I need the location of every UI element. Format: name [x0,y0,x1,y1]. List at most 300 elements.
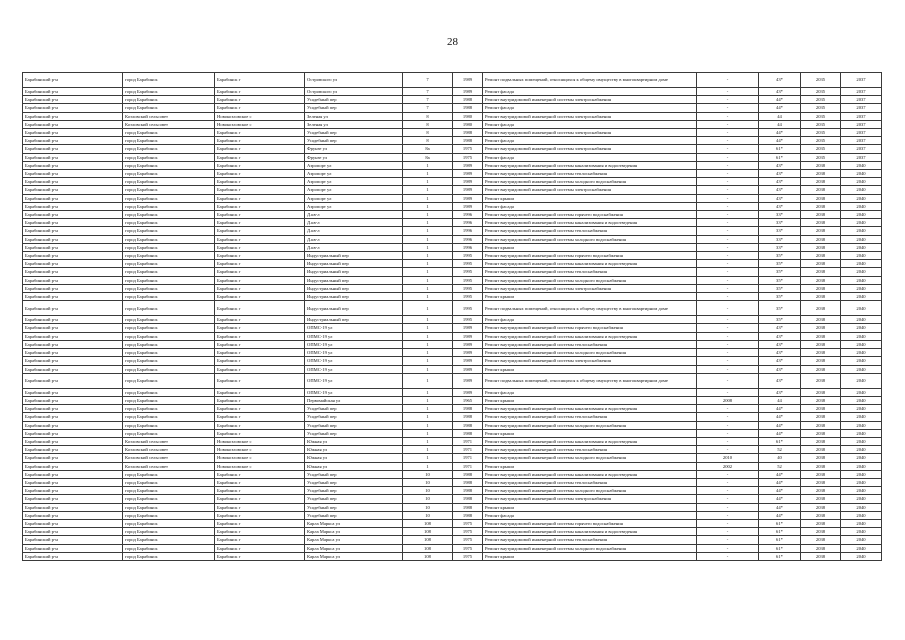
table-row [23,112,882,120]
cell-last-repair-year: - [697,301,759,316]
cell-municipality: город Барабинск [123,137,215,145]
cell-work-type: Ремонт внутридомовой инженерной системы холодного водоснабжения [483,178,697,186]
cell-settlement: Барабинск г [215,373,305,388]
cell-municipality: Козловский сельсовет [123,454,215,462]
cell-last-repair-year: - [697,536,759,544]
cell-end-year: 2037 [841,145,882,153]
cell-last-repair-year: - [697,96,759,104]
table-row [23,73,882,88]
cell-settlement: Барабинск г [215,104,305,112]
cell-wear-percent: 35* [759,276,801,284]
cell-end-year: 2040 [841,544,882,552]
cell-district: Барабинский р-н [23,211,123,219]
cell-build-year: 1996 [453,219,483,227]
cell-build-year: 1971 [453,454,483,462]
cell-municipality: город Барабинск [123,211,215,219]
cell-wear-percent: 40 [759,454,801,462]
cell-last-repair-year: 2010 [697,454,759,462]
cell-house-number: 1 [403,235,453,243]
cell-work-type: Ремонт внутридомовой инженерной системы канализования и водоотведения [483,528,697,536]
cell-end-year: 2040 [841,268,882,276]
cell-wear-percent: 44 [759,112,801,120]
cell-district: Барабинский р-н [23,511,123,519]
cell-street: Усадебный пер [305,96,403,104]
cell-district: Барабинский р-н [23,332,123,340]
table-row [23,235,882,243]
cell-wear-percent: 43* [759,73,801,88]
cell-street: ОПМС-19 ул [305,365,403,373]
cell-work-type: Ремонт внутридомовой инженерной системы холодного водоснабжения [483,487,697,495]
cell-build-year: 1988 [453,137,483,145]
cell-house-number: 1 [403,340,453,348]
cell-end-year: 2037 [841,153,882,161]
cell-end-year: 2040 [841,437,882,445]
cell-wear-percent: 43* [759,194,801,202]
cell-district: Барабинский р-н [23,301,123,316]
cell-street: Д.кв-л [305,235,403,243]
cell-district: Барабинский р-н [23,268,123,276]
cell-street: ОПМС-19 ул [305,388,403,396]
cell-house-number: 7 [403,88,453,96]
cell-street: Индустриальный пер [305,316,403,324]
cell-district: Барабинский р-н [23,519,123,527]
cell-last-repair-year: - [697,340,759,348]
table-row [23,260,882,268]
cell-house-number: 108 [403,519,453,527]
cell-municipality: город Барабинск [123,252,215,260]
cell-last-repair-year: - [697,129,759,137]
cell-municipality: город Барабинск [123,293,215,301]
table-row [23,276,882,284]
cell-settlement: Барабинск г [215,544,305,552]
cell-municipality: город Барабинск [123,324,215,332]
cell-work-type: Ремонт фасада [483,511,697,519]
cell-house-number: 1 [403,396,453,404]
cell-wear-percent: 43* [759,324,801,332]
cell-house-number: 7 [403,73,453,88]
page-number: 28 [447,36,458,48]
cell-end-year: 2040 [841,519,882,527]
cell-build-year: 1995 [453,284,483,292]
cell-build-year: 1971 [453,446,483,454]
cell-start-year: 2038 [801,519,841,527]
cell-last-repair-year: - [697,73,759,88]
cell-end-year: 2040 [841,495,882,503]
cell-last-repair-year: - [697,276,759,284]
cell-municipality: город Барабинск [123,340,215,348]
cell-street: Усадебный пер [305,129,403,137]
cell-settlement: Новокозловское с [215,454,305,462]
cell-house-number: 1 [403,373,453,388]
cell-end-year: 2040 [841,202,882,210]
cell-street: Аэропорт ул [305,161,403,169]
cell-last-repair-year: - [697,219,759,227]
cell-last-repair-year: - [697,528,759,536]
cell-district: Барабинский р-н [23,252,123,260]
cell-street: Усадебный пер [305,511,403,519]
cell-last-repair-year: - [697,145,759,153]
cell-house-number: 1 [403,276,453,284]
cell-street: Д.кв-л [305,219,403,227]
cell-work-type: Ремонт внутридомовой инженерной системы электроснабжения [483,145,697,153]
cell-street: Зеленая ул [305,112,403,120]
cell-build-year: 1988 [453,96,483,104]
cell-start-year: 2038 [801,276,841,284]
cell-build-year: 1989 [453,357,483,365]
cell-build-year: 1989 [453,186,483,194]
cell-end-year: 2040 [841,365,882,373]
cell-work-type: Ремонт внутридомовой инженерной системы канализования и водоотведения [483,332,697,340]
cell-last-repair-year: - [697,495,759,503]
table-row [23,129,882,137]
cell-house-number: 1 [403,349,453,357]
cell-build-year: 1995 [453,301,483,316]
cell-start-year: 2035 [801,88,841,96]
cell-district: Барабинский р-н [23,316,123,324]
table-row [23,202,882,210]
cell-street: Первомайская ул [305,396,403,404]
cell-house-number: 10 [403,487,453,495]
cell-end-year: 2040 [841,178,882,186]
cell-build-year: 1989 [453,340,483,348]
cell-work-type: Ремонт фасада [483,104,697,112]
cell-end-year: 2037 [841,88,882,96]
cell-wear-percent: 61* [759,519,801,527]
cell-start-year: 2035 [801,104,841,112]
cell-build-year: 1996 [453,227,483,235]
cell-district: Барабинский р-н [23,284,123,292]
cell-start-year: 2038 [801,544,841,552]
cell-house-number: 1 [403,365,453,373]
cell-street: Аэропорт ул [305,178,403,186]
cell-settlement: Барабинск г [215,178,305,186]
cell-wear-percent: 43* [759,202,801,210]
cell-settlement: Барабинск г [215,528,305,536]
cell-settlement: Барабинск г [215,340,305,348]
table-row [23,301,882,316]
cell-street: Д.кв-л [305,211,403,219]
cell-street: ОПМС-19 ул [305,324,403,332]
cell-end-year: 2040 [841,421,882,429]
cell-last-repair-year: - [697,186,759,194]
cell-work-type: Ремонт внутридомовой инженерной системы горячего водоснабжения [483,211,697,219]
cell-house-number: 1 [403,194,453,202]
cell-start-year: 2038 [801,470,841,478]
cell-last-repair-year: - [697,104,759,112]
cell-end-year: 2040 [841,405,882,413]
cell-end-year: 2040 [841,454,882,462]
cell-work-type: Ремонт внутридомовой инженерной системы канализования и водоотведения [483,470,697,478]
cell-house-number: 1 [403,252,453,260]
cell-district: Барабинский р-н [23,186,123,194]
cell-settlement: Барабинск г [215,202,305,210]
cell-district: Барабинский р-н [23,194,123,202]
cell-settlement: Барабинск г [215,268,305,276]
cell-work-type: Ремонт внутридомовой инженерной системы холодного водоснабжения [483,544,697,552]
cell-wear-percent: 35* [759,284,801,292]
cell-settlement: Барабинск г [215,511,305,519]
cell-settlement: Барабинск г [215,357,305,365]
cell-municipality: город Барабинск [123,544,215,552]
cell-house-number: 1 [403,316,453,324]
cell-house-number: 1 [403,211,453,219]
table-row [23,88,882,96]
cell-build-year: 1971 [453,462,483,470]
cell-last-repair-year: - [697,227,759,235]
cell-end-year: 2040 [841,511,882,519]
cell-settlement: Барабинск г [215,284,305,292]
cell-wear-percent: 33* [759,211,801,219]
cell-settlement: Барабинск г [215,145,305,153]
cell-settlement: Барабинск г [215,235,305,243]
cell-district: Барабинский р-н [23,405,123,413]
cell-start-year: 2038 [801,413,841,421]
cell-build-year: 1975 [453,153,483,161]
cell-street: Аэропорт ул [305,202,403,210]
cell-municipality: город Барабинск [123,552,215,560]
table-row [23,186,882,194]
cell-district: Барабинский р-н [23,112,123,120]
cell-build-year: 1989 [453,324,483,332]
cell-wear-percent: 44* [759,429,801,437]
cell-build-year: 1975 [453,544,483,552]
cell-settlement: Барабинск г [215,405,305,413]
table-row [23,137,882,145]
cell-start-year: 2038 [801,332,841,340]
cell-settlement: Барабинск г [215,129,305,137]
cell-last-repair-year: - [697,511,759,519]
cell-build-year: 1995 [453,260,483,268]
cell-district: Барабинский р-н [23,227,123,235]
cell-start-year: 2038 [801,324,841,332]
cell-last-repair-year: - [697,437,759,445]
table-row [23,332,882,340]
cell-municipality: город Барабинск [123,349,215,357]
cell-end-year: 2040 [841,186,882,194]
cell-work-type: Ремонт внутридомовой инженерной системы теплоснабжения [483,227,697,235]
cell-start-year: 2038 [801,487,841,495]
cell-work-type: Ремонт фасада [483,202,697,210]
cell-work-type: Ремонт крыши [483,194,697,202]
cell-last-repair-year: - [697,194,759,202]
cell-municipality: город Барабинск [123,405,215,413]
cell-municipality: город Барабинск [123,511,215,519]
cell-end-year: 2040 [841,340,882,348]
cell-street: Усадебный пер [305,137,403,145]
cell-end-year: 2040 [841,161,882,169]
cell-work-type: Ремонт внутридомовой инженерной системы канализования и водоотведения [483,161,697,169]
cell-house-number: 1 [403,357,453,365]
cell-last-repair-year: - [697,446,759,454]
cell-municipality: город Барабинск [123,519,215,527]
cell-build-year: 1980 [453,120,483,128]
cell-settlement: Барабинск г [215,96,305,104]
cell-municipality: город Барабинск [123,284,215,292]
cell-settlement: Барабинск г [215,429,305,437]
cell-wear-percent: 44* [759,104,801,112]
cell-wear-percent: 44* [759,495,801,503]
cell-last-repair-year: - [697,252,759,260]
cell-start-year: 2038 [801,437,841,445]
cell-start-year: 2035 [801,153,841,161]
cell-start-year: 2038 [801,536,841,544]
cell-start-year: 2038 [801,293,841,301]
cell-settlement: Барабинск г [215,73,305,88]
cell-work-type: Ремонт внутридомовой инженерной системы электроснабжения [483,186,697,194]
cell-district: Барабинский р-н [23,373,123,388]
table-row [23,120,882,128]
table-row [23,437,882,445]
cell-build-year: 1988 [453,478,483,486]
cell-last-repair-year: - [697,137,759,145]
table-row [23,446,882,454]
cell-end-year: 2040 [841,316,882,324]
table-row [23,487,882,495]
cell-district: Барабинский р-н [23,495,123,503]
cell-work-type: Ремонт фасада [483,316,697,324]
cell-house-number: 8а [403,145,453,153]
cell-wear-percent: 44* [759,405,801,413]
table-row [23,405,882,413]
cell-last-repair-year: - [697,243,759,251]
cell-start-year: 2038 [801,388,841,396]
cell-work-type: Ремонт внутридомовой инженерной системы канализования и водоотведения [483,260,697,268]
cell-last-repair-year: - [697,365,759,373]
cell-house-number: 8 [403,137,453,145]
cell-start-year: 2035 [801,73,841,88]
cell-house-number: 1 [403,202,453,210]
cell-house-number: 10 [403,495,453,503]
cell-work-type: Ремонт внутридомовой инженерной системы холодного водоснабжения [483,349,697,357]
cell-last-repair-year: - [697,316,759,324]
cell-end-year: 2040 [841,301,882,316]
cell-wear-percent: 33* [759,227,801,235]
cell-house-number: 1 [403,429,453,437]
cell-wear-percent: 35* [759,293,801,301]
cell-house-number: 1 [403,161,453,169]
cell-settlement: Новокозловское с [215,462,305,470]
cell-street: Южная ул [305,454,403,462]
cell-start-year: 2038 [801,211,841,219]
cell-work-type: Ремонт крыши [483,429,697,437]
cell-municipality: город Барабинск [123,178,215,186]
cell-house-number: 8 [403,129,453,137]
cell-settlement: Барабинск г [215,365,305,373]
table-row [23,349,882,357]
cell-build-year: 1996 [453,243,483,251]
table-row [23,396,882,404]
cell-wear-percent: 35* [759,316,801,324]
cell-work-type: Ремонт фасада [483,137,697,145]
cell-street: Усадебный пер [305,495,403,503]
cell-district: Барабинский р-н [23,293,123,301]
cell-district: Барабинский р-н [23,88,123,96]
cell-wear-percent: 44* [759,470,801,478]
cell-district: Барабинский р-н [23,544,123,552]
cell-end-year: 2040 [841,324,882,332]
cell-build-year: 1988 [453,421,483,429]
cell-district: Барабинский р-н [23,235,123,243]
cell-municipality: город Барабинск [123,145,215,153]
cell-settlement: Барабинск г [215,252,305,260]
cell-start-year: 2038 [801,511,841,519]
cell-municipality: город Барабинск [123,268,215,276]
cell-end-year: 2040 [841,284,882,292]
cell-work-type: Ремонт фасада [483,153,697,161]
cell-house-number: 1 [403,260,453,268]
cell-street: Усадебный пер [305,503,403,511]
cell-end-year: 2040 [841,470,882,478]
cell-street: Южная ул [305,437,403,445]
table-row [23,429,882,437]
cell-wear-percent: 33* [759,235,801,243]
cell-municipality: Козловский сельсовет [123,120,215,128]
cell-house-number: 108 [403,528,453,536]
cell-settlement: Барабинск г [215,519,305,527]
cell-last-repair-year: - [697,235,759,243]
cell-build-year: 1989 [453,161,483,169]
cell-street: Усадебный пер [305,429,403,437]
cell-street: Южная ул [305,446,403,454]
cell-district: Барабинский р-н [23,388,123,396]
cell-start-year: 2038 [801,340,841,348]
cell-settlement: Барабинск г [215,194,305,202]
cell-build-year: 1989 [453,194,483,202]
cell-wear-percent: 33* [759,243,801,251]
cell-municipality: город Барабинск [123,316,215,324]
cell-start-year: 2035 [801,129,841,137]
cell-street: Усадебный пер [305,421,403,429]
cell-start-year: 2038 [801,429,841,437]
cell-end-year: 2040 [841,478,882,486]
cell-district: Барабинский р-н [23,357,123,365]
table-row [23,470,882,478]
cell-municipality: город Барабинск [123,332,215,340]
cell-settlement: Барабинск г [215,388,305,396]
cell-wear-percent: 61* [759,544,801,552]
cell-work-type: Ремонт внутридомовой инженерной системы горячего водоснабжения [483,519,697,527]
cell-start-year: 2038 [801,462,841,470]
cell-house-number: 1 [403,178,453,186]
cell-build-year: 1995 [453,316,483,324]
cell-street: Зеленая ул [305,120,403,128]
cell-house-number: 1 [403,446,453,454]
cell-wear-percent: 43* [759,357,801,365]
cell-municipality: город Барабинск [123,421,215,429]
cell-district: Барабинский р-н [23,260,123,268]
cell-wear-percent: 35* [759,301,801,316]
cell-settlement: Барабинск г [215,170,305,178]
cell-work-type: Ремонт внутридомовой инженерной системы холодного водоснабжения [483,235,697,243]
cell-house-number: 7 [403,104,453,112]
cell-end-year: 2040 [841,235,882,243]
cell-wear-percent: 61* [759,437,801,445]
table-row [23,194,882,202]
cell-start-year: 2038 [801,365,841,373]
cell-work-type: Ремонт фасада [483,388,697,396]
cell-last-repair-year: - [697,519,759,527]
cell-municipality: город Барабинск [123,396,215,404]
cell-work-type: Ремонт внутридомовой инженерной системы электроснабжения [483,129,697,137]
cell-end-year: 2037 [841,96,882,104]
cell-last-repair-year: - [697,202,759,210]
cell-start-year: 2038 [801,446,841,454]
cell-house-number: 10 [403,511,453,519]
cell-wear-percent: 44 [759,120,801,128]
cell-last-repair-year: - [697,421,759,429]
cell-work-type: Ремонт фасада [483,120,697,128]
cell-start-year: 2035 [801,137,841,145]
